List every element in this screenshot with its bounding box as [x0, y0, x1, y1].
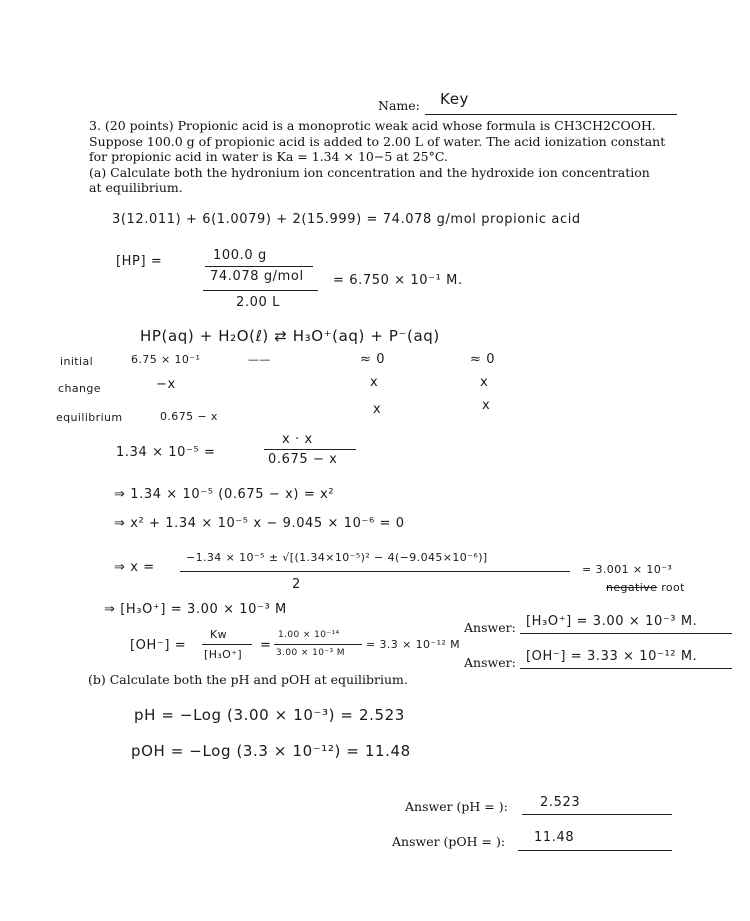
step-3-denominator: 2: [292, 577, 301, 592]
ph-work: pH = −Log (3.00 × 10⁻³) = 2.523: [134, 706, 405, 724]
hp-fraction-bar-1: [205, 266, 313, 267]
oh-fraction-bar: [274, 644, 362, 645]
part-b-text: (b) Calculate both the pH and pOH at equilibrium.: [88, 672, 408, 687]
answer-oh-line: [520, 668, 732, 669]
answer-poh-label: Answer (pOH = ):: [392, 834, 506, 849]
ice-initial-p: ≈ 0: [470, 352, 496, 367]
ice-initial-label: initial: [60, 355, 94, 368]
step-3-lhs: ⇒ x =: [114, 560, 155, 575]
ka-numerator: x · x: [282, 432, 313, 447]
name-underline: [425, 114, 677, 115]
ice-change-hp: −x: [156, 377, 176, 392]
molar-mass-line: 3(12.011) + 6(1.0079) + 2(15.999) = 74.078 g/mol propionic acid: [112, 212, 581, 227]
oh-equals: =: [260, 638, 272, 653]
step-3-numerator: −1.34 × 10⁻⁵ ± √[(1.34×10⁻⁵)² − 4(−9.045×10⁻⁶)]: [186, 551, 488, 564]
step-1: ⇒ 1.34 × 10⁻⁵ (0.675 − x) = x²: [114, 487, 335, 502]
oh-denominator: 3.00 × 10⁻³ M: [276, 648, 345, 658]
ice-initial-water: ——: [248, 353, 271, 366]
oh-result: = 3.3 × 10⁻¹² M: [366, 638, 461, 651]
hp-fraction-bar-2: [203, 290, 318, 291]
part-a-line-1: (a) Calculate both the hydronium ion concentration and the hydroxide ion concentration: [89, 164, 650, 180]
hp-denominator: 2.00 L: [236, 295, 280, 310]
ka-denominator: 0.675 − x: [268, 452, 338, 467]
answer-ph-label: Answer (pH = ):: [405, 799, 508, 814]
ice-initial-h3o: ≈ 0: [360, 352, 386, 367]
h3o-result: ⇒ [H₃O⁺] = 3.00 × 10⁻³ M: [104, 602, 287, 617]
oh-kw: Kw: [210, 628, 228, 641]
step-3-fraction-bar: [180, 571, 570, 572]
answer-h3o-value: [H₃O⁺] = 3.00 × 10⁻³ M.: [526, 614, 698, 629]
step-3-note-root: root: [661, 581, 685, 594]
reaction-equation: HP(aq) + H₂O(ℓ) ⇄ H₃O⁺(aq) + P⁻(aq): [140, 327, 440, 345]
hp-numerator: 100.0 g: [213, 248, 267, 263]
answer-h3o-label: Answer:: [464, 620, 516, 635]
ice-equilibrium-hp: 0.675 − x: [160, 410, 218, 423]
question-line-1: 3. (20 points) Propionic acid is a monoprotic weak acid whose formula is CH3CH2COOH.: [89, 118, 656, 133]
ka-fraction-bar: [264, 449, 356, 450]
answer-h3o-line: [520, 633, 732, 634]
oh-h3o: [H₃O⁺]: [204, 648, 243, 661]
oh-numerator: 1.00 × 10⁻¹⁴: [278, 630, 340, 640]
hp-result: = 6.750 × 10⁻¹ M.: [333, 273, 463, 288]
poh-work: pOH = −Log (3.3 × 10⁻¹²) = 11.48: [131, 742, 411, 760]
answer-poh-value: 11.48: [534, 830, 575, 845]
ice-change-label: change: [58, 382, 101, 395]
name-label: Name:: [378, 98, 420, 113]
answer-poh-line: [518, 850, 672, 851]
step-3-note-struck: negative: [606, 581, 658, 594]
question-line-2: Suppose 100.0 g of propionic acid is added to 2.00 L of water. The acid ionization constant: [89, 133, 666, 149]
ice-initial-hp: 6.75 × 10⁻¹: [131, 353, 201, 366]
ice-equilibrium-h3o: x: [373, 402, 382, 417]
answer-ph-value: 2.523: [540, 795, 581, 810]
name-value: Key: [440, 90, 469, 108]
hp-label: [HP] =: [116, 254, 163, 269]
hp-middle: 74.078 g/mol: [210, 269, 304, 284]
ice-equilibrium-p: x: [482, 398, 491, 413]
answer-oh-value: [OH⁻] = 3.33 × 10⁻¹² M.: [526, 649, 698, 664]
answer-oh-label: Answer:: [464, 655, 516, 670]
step-3-note: [606, 581, 685, 594]
step-2: ⇒ x² + 1.34 × 10⁻⁵ x − 9.045 × 10⁻⁶ = 0: [114, 516, 405, 531]
ice-change-h3o: x: [370, 375, 379, 390]
oh-kw-fraction-bar: [202, 644, 252, 645]
ice-equilibrium-label: equilibrium: [56, 411, 123, 424]
step-3-result: = 3.001 × 10⁻³: [582, 563, 673, 576]
ka-lhs: 1.34 × 10⁻⁵ =: [116, 445, 216, 460]
oh-lhs: [OH⁻] =: [130, 638, 187, 653]
question-text: [89, 118, 689, 196]
question-line-3: for propionic acid in water is Ka = 1.34 × 10−5 at 25°C.: [89, 149, 448, 164]
ice-change-p: x: [480, 375, 489, 390]
answer-ph-line: [522, 814, 672, 815]
part-a-line-2: at equilibrium.: [89, 180, 183, 195]
